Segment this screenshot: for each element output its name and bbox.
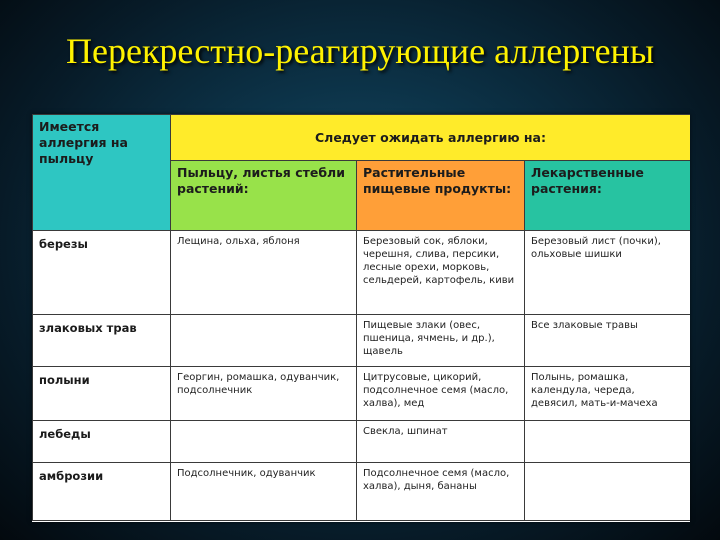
table-cell (171, 315, 357, 367)
table-cell: Цитрусовые, цикорий, подсолнечное семя (масло, халва), мед (357, 367, 525, 421)
column-header-plants: Пыльцу, листья стебли растений: (171, 161, 357, 231)
table-row (33, 463, 691, 521)
table-cell: Георгин, ромашка, одуванчик, подсолнечник (171, 367, 357, 421)
table-cell: Все злаковые травы (525, 315, 691, 367)
row-label: амброзии (33, 463, 171, 521)
table-row (33, 315, 691, 367)
table-cell: Свекла, шпинат (357, 421, 525, 463)
table-row (33, 421, 691, 463)
allergen-table (32, 114, 690, 521)
table-cell (525, 463, 691, 521)
table-row (33, 231, 691, 315)
table-header-row (33, 115, 691, 161)
table-cell: Березовый сок, яблоки, черешня, слива, персики, лесные орехи, морковь, сельдерей, картофель, киви (357, 231, 525, 315)
top-header: Следует ожидать аллергию на: (171, 115, 691, 161)
table-cell: Пищевые злаки (овес, пшеница, ячмень, и др.), щавель (357, 315, 525, 367)
table-cell: Березовый лист (почки), ольховые шишки (525, 231, 691, 315)
table-cell (525, 421, 691, 463)
slide-title: Перекрестно-реагирующие аллергены (65, 31, 655, 71)
column-header-food: Растительные пищевые продукты: (357, 161, 525, 231)
table-cell (171, 421, 357, 463)
table-cell: Лещина, ольха, яблоня (171, 231, 357, 315)
row-label: полыни (33, 367, 171, 421)
table-cell: Подсолнечное семя (масло, халва), дыня, бананы (357, 463, 525, 521)
row-label: березы (33, 231, 171, 315)
column-header-medicinal: Лекарственные растения: (525, 161, 691, 231)
allergen-table-panel (32, 114, 690, 522)
table-cell: Подсолнечник, одуванчик (171, 463, 357, 521)
table-cell: Полынь, ромашка, календула, череда, девясил, мать-и-мачеха (525, 367, 691, 421)
table-row (33, 367, 691, 421)
row-label: злаковых трав (33, 315, 171, 367)
row-label: лебеды (33, 421, 171, 463)
corner-header: Имеется аллергия на пыльцу (33, 115, 171, 231)
